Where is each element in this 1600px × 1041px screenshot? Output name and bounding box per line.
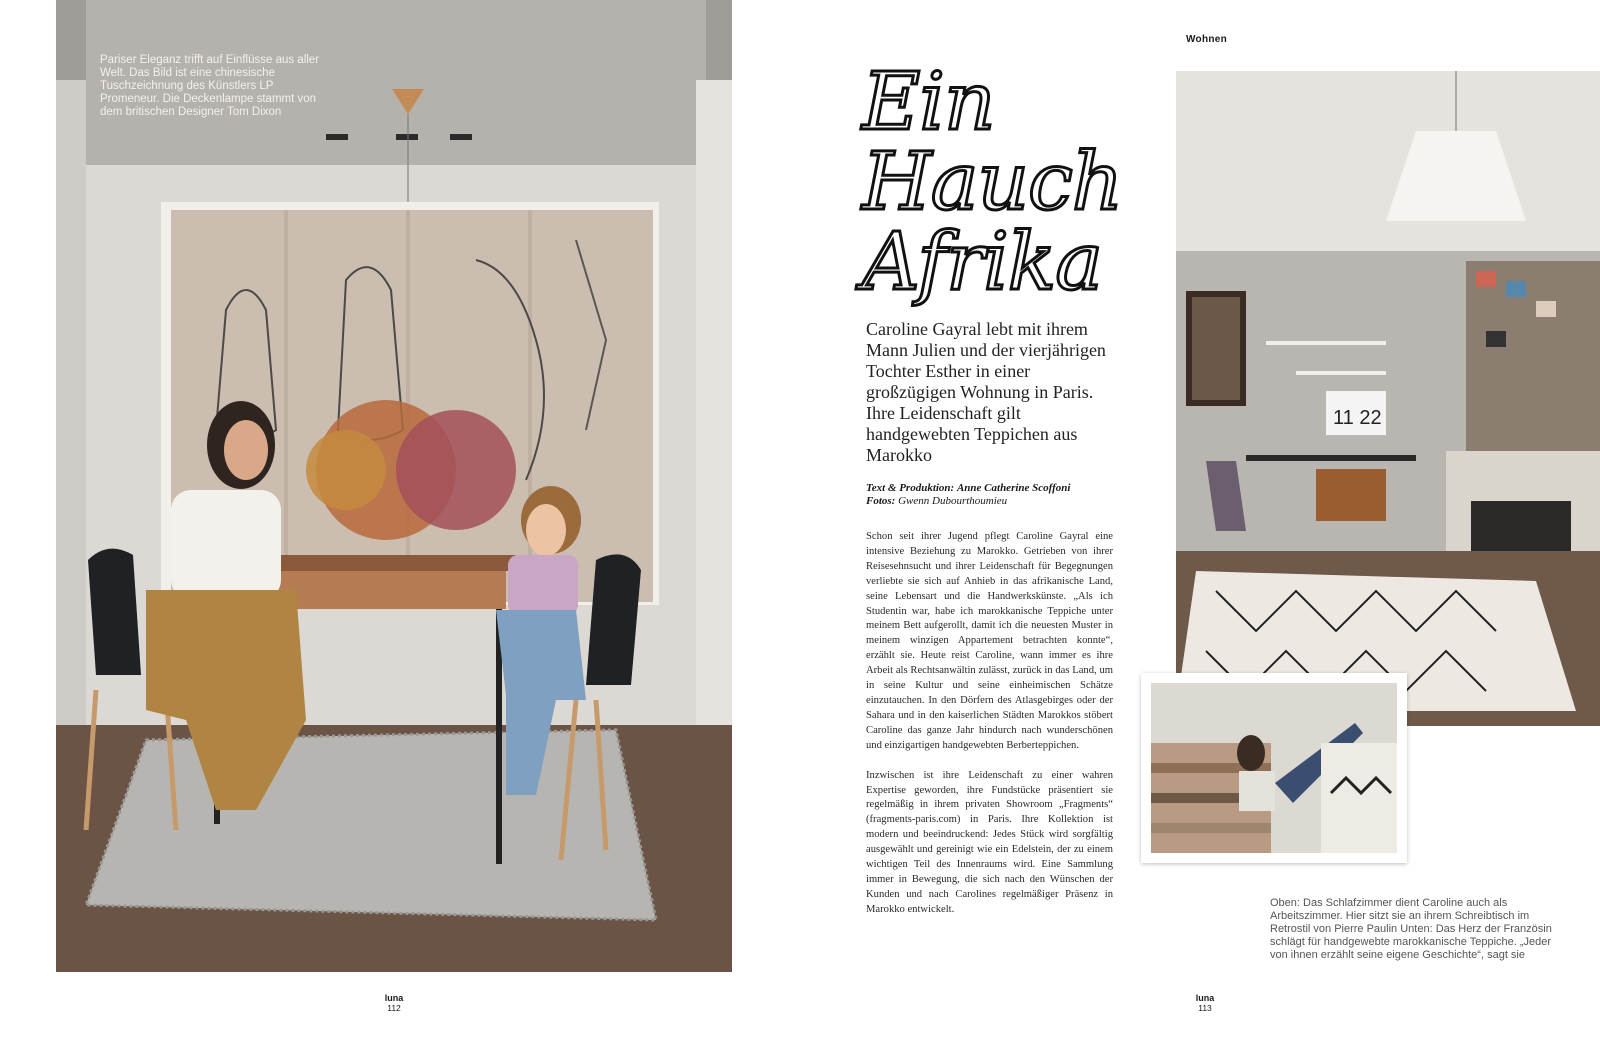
photo-credit-name: Gwenn Dubourthoumieu bbox=[898, 495, 1008, 507]
article-title bbox=[862, 55, 1142, 308]
title-line-1: Ein bbox=[862, 55, 995, 148]
text-credit-label: Text & Produktion: bbox=[866, 482, 955, 494]
title-line-3: Afrika bbox=[862, 215, 1102, 308]
left-photo-caption: Pariser Eleganz trifft auf Einflüsse aus aller Welt. Das Bild ist eine chinesische Tuschzeichnung des Künstlers LP Promeneur. Die Deckenlampe stammt von dem britischen Designer Tom Dixon bbox=[100, 54, 320, 118]
body-paragraph-2: Inzwischen ist ihre Leidenschaft zu einer wahren Expertise geworden, ihre Fundstücke präsentiert sie regelmäßig in ihrem privaten Showroom „Fragments“ (fragments-paris.com) in Paris. Ihre Kollektion ist modern und beeindruckend: Jedes Stück wird sorgfältig ausgewählt und gereinigt wie ein Edelstein, der zu einem wichtigen Teil des Innenraums wird. Eine Sammlung immer in Bewegung, die sich nach den Wünschen der Kunden und nach Carolines regelmäßiger Präsenz in Marokko entwickelt. bbox=[866, 769, 1113, 915]
right-photo-caption: Oben: Das Schlafzimmer dient Caroline auch als Arbeitszimmer. Hier sitzt sie an ihrem Schreibtisch im Retrostil von Pierre Paulin Unten: Das Herz der Französin schlägt für handgewebte marokkanische Teppiche. „Jeder von ihnen erzählt seine eigene Geschichte“, sagt sie bbox=[1270, 897, 1552, 961]
right-page-footer bbox=[1175, 993, 1235, 1013]
clock-display: 11 22 bbox=[1333, 407, 1382, 429]
article-body bbox=[866, 530, 1113, 933]
dining-room-photo bbox=[56, 0, 732, 972]
page-number: 112 bbox=[387, 1003, 401, 1013]
left-page-footer bbox=[364, 993, 424, 1013]
text-credit bbox=[866, 482, 1126, 495]
body-paragraph-1: Schon seit ihrer Jugend pflegt Caroline Gayral eine intensive Beziehung zu Marokko. Getrieben von ihrer Reisesehnsucht und ihrer Leidenschaft für Begegnungen verliebte sie sich auf Anhieb in das afrikanische Land, seine Lebensart und die Handwerkskünste. „Als ich Studentin war, habe ich marokkanische Teppiche unter meinem Bett aufgerollt, damit ich die neuesten Muster in meinem winzigen Appartement betrachten konnte“, erzählt sie. Heute reist Caroline, wann immer es ihre Arbeit als Rechtsanwältin zulässt, zurück in das Land, um in seine Kultur und seine einheimischen Schätze einzutauchen. In den Dörfern des Atlasgebirges oder der Sahara und in den kaiserlichen Städten Marokkos stöbert Caroline das ganze Jahr hindurch nach wunderschönen und einzigartigen handgewebten Berberteppichen. bbox=[866, 531, 1113, 751]
article-credits bbox=[866, 482, 1126, 508]
text-credit-name: Anne Catherine Scoffoni bbox=[956, 482, 1071, 494]
magazine-logo: luna bbox=[384, 993, 404, 1003]
page-number: 113 bbox=[1198, 1003, 1212, 1013]
article-lead: Caroline Gayral lebt mit ihrem Mann Julien und der vierjährigen Tochter Esther in einer großzügigen Wohnung in Paris. Ihre Leidenschaft gilt handgewebten Teppichen aus Marokko bbox=[866, 319, 1106, 465]
photo-credit bbox=[866, 495, 1126, 508]
study-room-photo bbox=[1176, 71, 1600, 726]
section-label: Wohnen bbox=[1186, 34, 1228, 45]
title-line-2: Hauch bbox=[862, 135, 1123, 228]
photo-credit-label: Fotos: bbox=[866, 495, 896, 507]
rugs-inset-photo bbox=[1141, 673, 1407, 863]
magazine-logo: luna bbox=[1195, 993, 1215, 1003]
